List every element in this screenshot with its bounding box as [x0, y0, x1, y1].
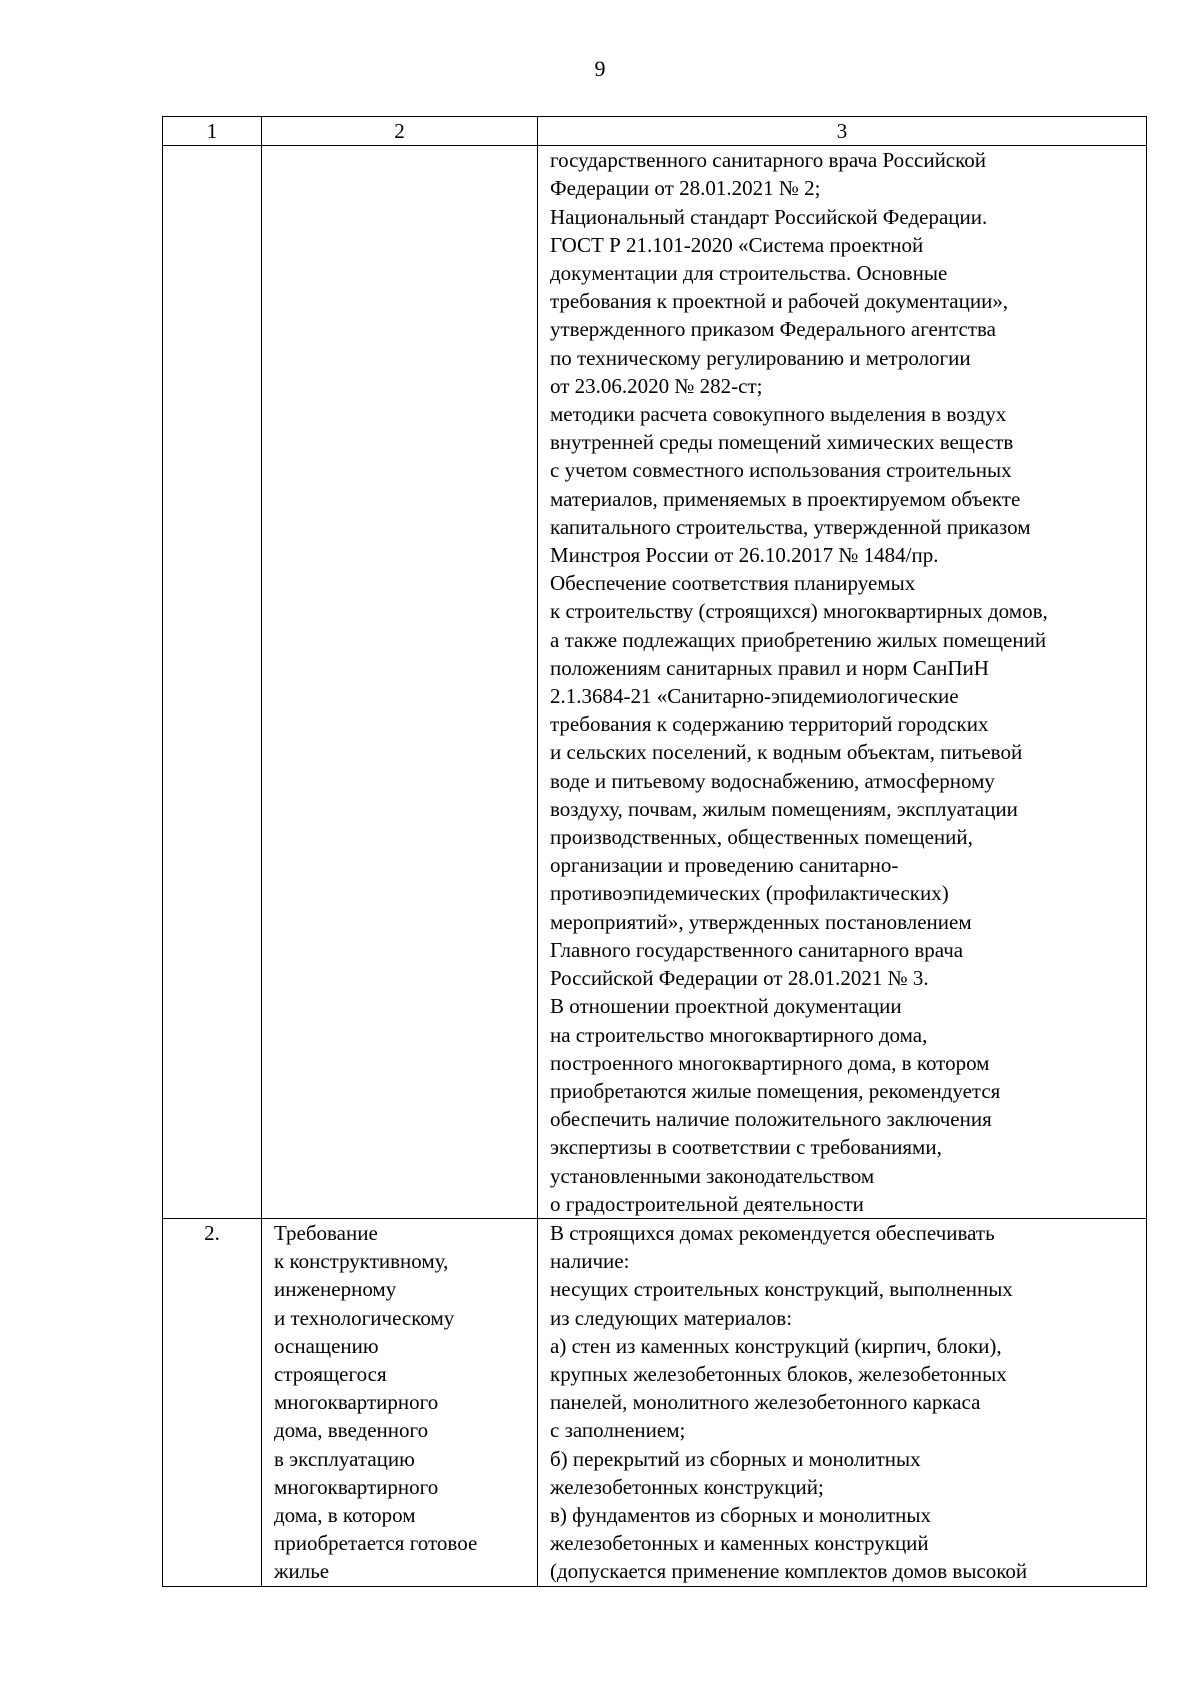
text-line: строящегося — [274, 1361, 387, 1386]
text-line: оснащению — [274, 1333, 379, 1358]
row-content-cell — [538, 1218, 1147, 1586]
text-line: крупных железобетонных блоков, железобетонных — [550, 1361, 1007, 1386]
text-line: мероприятий», утвержденных постановлением — [550, 909, 972, 934]
text-line: материалов, применяемых в проектируемом объекте — [550, 486, 1021, 511]
text-line: (допускается применение комплектов домов высокой — [550, 1559, 1028, 1584]
text-line: несущих строительных конструкций, выполненных — [550, 1277, 1013, 1302]
text-line: капитального строительства, утвержденной приказом — [550, 514, 1031, 539]
text-line: железобетонных конструкций; — [550, 1474, 824, 1499]
text-line: с заполнением; — [550, 1418, 686, 1443]
page-number: 9 — [594, 56, 606, 81]
text-line: противоэпидемических (профилактических) — [550, 881, 949, 906]
text-line: наличие: — [550, 1249, 630, 1274]
text-line: Российской Федерации от 28.01.2021 № 3. — [550, 966, 929, 991]
column-header-2: 2 — [262, 117, 538, 146]
requirements-table — [162, 116, 1147, 1587]
text-line: а) стен из каменных конструкций (кирпич, блоки), — [550, 1333, 1002, 1358]
text-line: государственного санитарного врача Российской — [550, 148, 986, 173]
text-line: производственных, общественных помещений, — [550, 825, 973, 850]
text-line: внутренней среды помещений химических веществ — [550, 430, 1014, 455]
text-line: Федерации от 28.01.2021 № 2; — [550, 176, 821, 201]
text-line: а также подлежащих приобретению жилых помещений — [550, 627, 1047, 652]
text-line: воде и питьевому водоснабжению, атмосферному — [550, 768, 995, 793]
text-line: к конструктивному, — [274, 1249, 449, 1274]
text-line: по техническому регулированию и метрологии — [550, 345, 971, 370]
text-line: Требование — [274, 1220, 378, 1245]
text-line: документации для строительства. Основные — [550, 261, 948, 286]
text-line: в) фундаментов из сборных и монолитных — [550, 1502, 932, 1527]
text-line: требования к проектной и рабочей документации», — [550, 289, 1009, 314]
text-line: Минстроя России от 26.10.2017 № 1484/пр. — [550, 543, 939, 568]
text-line: многоквартирного — [274, 1474, 439, 1499]
column-header-1: 1 — [163, 117, 262, 146]
text-line: Обеспечение соответствия планируемых — [550, 571, 916, 596]
text-line: железобетонных и каменных конструкций — [550, 1531, 929, 1556]
text-line: В отношении проектной документации — [550, 994, 902, 1019]
text-line: В строящихся домах рекомендуется обеспечивать — [550, 1220, 995, 1245]
text-line: с учетом совместного использования строительных — [550, 458, 1012, 483]
text-line: и технологическому — [274, 1305, 455, 1330]
text-line: дома, в котором — [274, 1502, 416, 1527]
text-line: обеспечить наличие положительного заключения — [550, 1107, 992, 1132]
row-title-lines — [262, 1219, 537, 1586]
text-line: о градостроительной деятельности — [550, 1191, 864, 1216]
text-line: к строительству (строящихся) многоквартирных домов, — [550, 599, 1048, 624]
table-row — [163, 146, 1147, 1219]
row-title-cell — [262, 1218, 538, 1586]
text-line: Главного государственного санитарного врача — [550, 937, 964, 962]
text-line: воздуху, почвам, жилым помещениям, эксплуатации — [550, 796, 1018, 821]
text-line: дома, введенного — [274, 1418, 429, 1443]
text-line: приобретаются жилые помещения, рекомендуется — [550, 1078, 1001, 1103]
row-number-cell: 2. — [163, 1218, 262, 1586]
row-content-lines — [538, 146, 1146, 1218]
text-line: на строительство многоквартирного дома, — [550, 1022, 928, 1047]
text-line: утвержденного приказом Федерального агентства — [550, 317, 997, 342]
text-line: 2.1.3684-21 «Санитарно-эпидемиологические — [550, 684, 959, 709]
row-content-lines — [538, 1219, 1146, 1586]
text-line: в эксплуатацию — [274, 1446, 415, 1471]
text-line: б) перекрытий из сборных и монолитных — [550, 1446, 921, 1471]
text-line: положениям санитарных правил и норм СанПиН — [550, 655, 989, 680]
text-line: многоквартирного — [274, 1390, 439, 1415]
text-line: из следующих материалов: — [550, 1305, 793, 1330]
text-line: инженерному — [274, 1277, 397, 1302]
text-line: методики расчета совокупного выделения в воздух — [550, 402, 1007, 427]
text-line: организации и проведению санитарно- — [550, 853, 899, 878]
row-content-cell — [538, 146, 1147, 1219]
text-line: от 23.06.2020 № 282-ст; — [550, 373, 763, 398]
text-line: Национальный стандарт Российской Федерации. — [550, 204, 988, 229]
text-line: установленными законодательством — [550, 1163, 875, 1188]
row-title-cell — [262, 146, 538, 1219]
column-header-3: 3 — [538, 117, 1147, 146]
text-line: требования к содержанию территорий городских — [550, 712, 989, 737]
table-header-row — [163, 117, 1147, 146]
text-line: приобретается готовое — [274, 1531, 478, 1556]
text-line: построенного многоквартирного дома, в котором — [550, 1050, 990, 1075]
text-line: жилье — [274, 1559, 330, 1584]
text-line: ГОСТ Р 21.101-2020 «Система проектной — [550, 232, 924, 257]
table-row — [163, 1218, 1147, 1586]
text-line: экспертизы в соответствии с требованиями, — [550, 1135, 942, 1160]
text-line: и сельских поселений, к водным объектам, питьевой — [550, 740, 1023, 765]
text-line: панелей, монолитного железобетонного каркаса — [550, 1390, 981, 1415]
row-number-cell — [163, 146, 262, 1219]
